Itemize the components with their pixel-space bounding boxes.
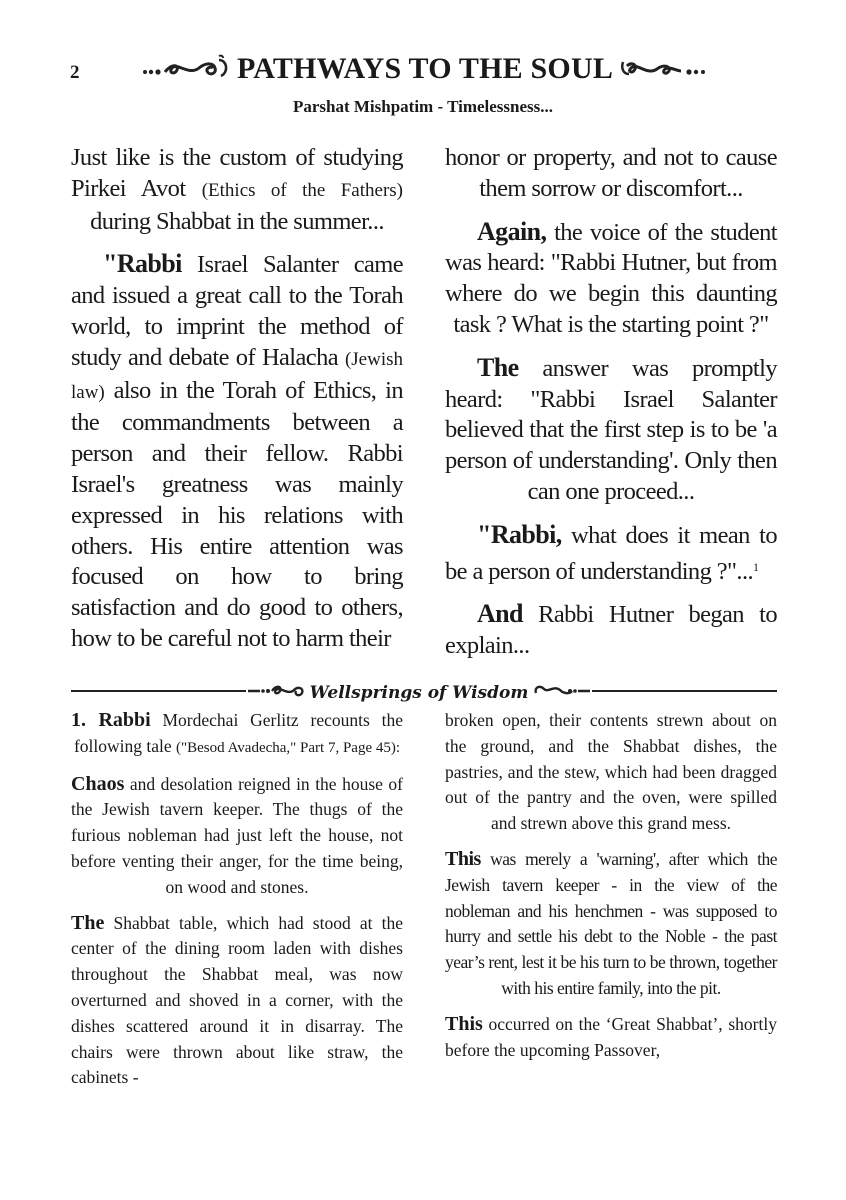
continuation-paragraph: honor or property, and not to cause them sorrow or discomfort... xyxy=(445,144,777,202)
footnote-marker[interactable]: 1 xyxy=(753,559,759,574)
page-number: 2 xyxy=(70,62,80,83)
running-header xyxy=(130,52,720,86)
divider-flourish-left-icon xyxy=(248,680,306,705)
divider-rule-right xyxy=(592,690,777,692)
footnote-1-intro: 1. Rabbi Mordechai Gerlitz recounts the following tale ("Besod Avadecha," Part 7, Page 45): xyxy=(71,709,403,756)
shabbat-table-paragraph: The Shabbat table, which had stood at the center of the dining room laden with dishes throughout the Shabbat meal, was now overturned and shoved in a corner, with the dishes scattered around it in disarray. The chairs were thrown about like straw, the cabinets - xyxy=(71,911,403,1088)
main-article-column-right xyxy=(445,143,777,662)
chaos-paragraph: Chaos and desolation reigned in the house of the Jewish tavern keeper. The thugs of the furious nobleman had just left the house, not before venting their anger, for the time being, on wood and stones. xyxy=(71,772,403,897)
answer-paragraph: The answer was promptly heard: "Rabbi Israel Salanter believed that the first step is to be 'a person of understanding'. Only then can one proceed... xyxy=(445,352,777,505)
wellsprings-column-right xyxy=(445,708,777,1063)
understanding-question-paragraph: "Rabbi, what does it mean to be a person of understanding ?"...$^1$ xyxy=(445,519,777,585)
section-divider xyxy=(71,680,777,702)
wellsprings-column-left xyxy=(71,708,403,1091)
flourish-left-icon xyxy=(141,54,231,85)
flourish-right-icon xyxy=(619,54,709,85)
great-shabbat-paragraph: This occurred on the ‘Great Shabbat’, shortly before the upcoming Passover, xyxy=(445,1012,777,1060)
warning-paragraph: This was merely a 'warning', after which the Jewish tavern keeper - in the view of the nobleman and his henchmen - was supposed to hurry and settle his debt to the Noble - the past year’s rent, lest it be his turn to be thrown, together with his entire family, into the pit. xyxy=(445,847,777,998)
main-article-column-left xyxy=(71,143,403,655)
student-question-paragraph: Again, the voice of the student was heard: "Rabbi Hutner, but from where do we begin this daunting task ? What is the starting point ?" xyxy=(445,216,777,338)
publication-title: PATHWAYS TO THE SOUL xyxy=(236,52,614,85)
parsha-subtitle: Parshat Mishpatim - Timelessness... xyxy=(292,97,554,116)
salanter-paragraph: "Rabbi Israel Salanter came and issued a great call to the Torah world, to imprint the method of study and debate of Halacha (Jewish law) also in the Torah of Ethics, in the commandments between a person and their fellow. Rabbi Israel's greatness was mainly expressed in his relations with others. His entire attention was focused on how to bring satisfaction and do good to others, how to be careful not to harm their xyxy=(71,249,403,652)
explain-paragraph: And Rabbi Hutner began to explain... xyxy=(445,599,777,660)
divider-rule-left xyxy=(71,690,246,692)
cabinets-paragraph: broken open, their contents strewn about on the ground, and the Shabbat dishes, the pastries, and the stew, which had been dragged out of the pantry and the oven, were spilled and strewn above this grand mess. xyxy=(445,710,777,834)
divider-flourish-right-icon xyxy=(532,680,590,705)
intro-paragraph: Just like is the custom of studying Pirkei Avot (Ethics of the Fathers) during Shabbat in the summer... xyxy=(71,144,404,235)
divider-title: Wellsprings of Wisdom xyxy=(309,682,529,703)
